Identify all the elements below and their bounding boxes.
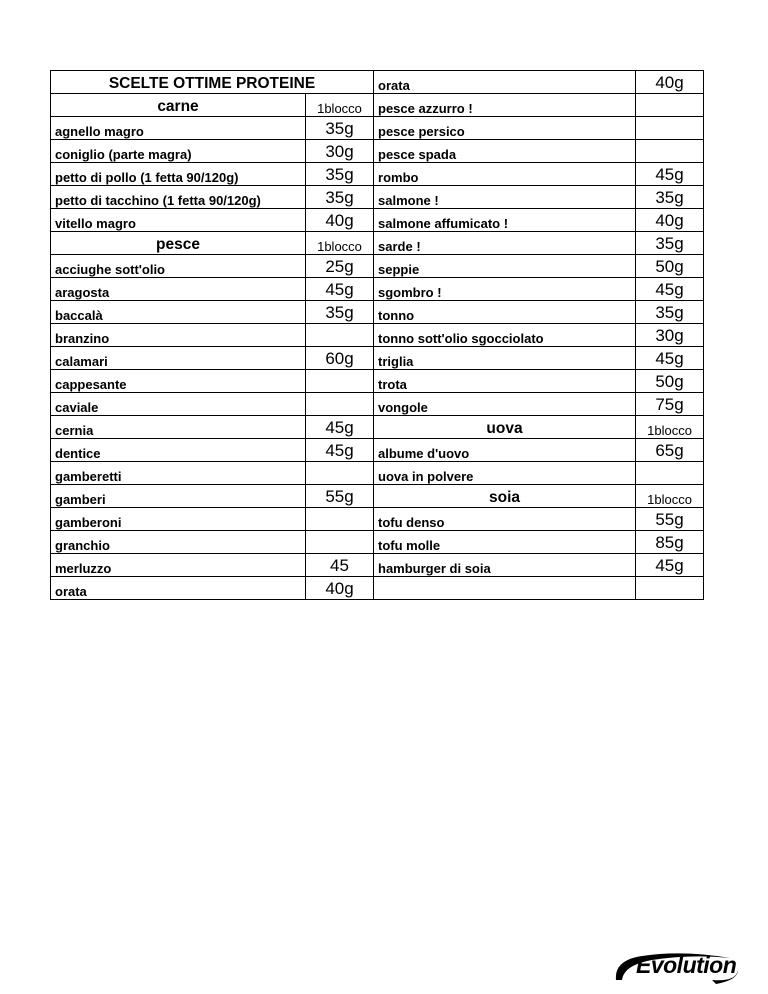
food-name: tonno <box>374 301 636 324</box>
table-title: SCELTE OTTIME PROTEINE <box>51 71 374 94</box>
food-name: acciughe sott'olio <box>51 255 306 278</box>
food-amount: 55g <box>636 508 704 531</box>
food-name: vitello magro <box>51 209 306 232</box>
food-name: trota <box>374 370 636 393</box>
food-amount <box>636 577 704 600</box>
section-unit: 1blocco <box>636 485 704 508</box>
food-name: gamberoni <box>51 508 306 531</box>
food-amount: 45g <box>636 347 704 370</box>
table-row <box>51 186 704 209</box>
section-unit: 1blocco <box>636 416 704 439</box>
food-name: triglia <box>374 347 636 370</box>
food-amount: 45g <box>636 163 704 186</box>
food-name: merluzzo <box>51 554 306 577</box>
table-row <box>51 140 704 163</box>
food-name: petto di tacchino (1 fetta 90/120g) <box>51 186 306 209</box>
food-amount: 35g <box>306 117 374 140</box>
food-name: coniglio (parte magra) <box>51 140 306 163</box>
table-row <box>51 255 704 278</box>
food-amount <box>636 94 704 117</box>
food-amount: 35g <box>306 163 374 186</box>
food-amount: 35g <box>636 232 704 255</box>
food-amount: 60g <box>306 347 374 370</box>
food-name: pesce persico <box>374 117 636 140</box>
food-name: pesce azzurro ! <box>374 94 636 117</box>
table-row <box>51 324 704 347</box>
food-amount: 45 <box>306 554 374 577</box>
food-amount <box>306 370 374 393</box>
table-row <box>51 393 704 416</box>
table-row <box>51 531 704 554</box>
food-name: granchio <box>51 531 306 554</box>
food-name: branzino <box>51 324 306 347</box>
food-amount: 45g <box>306 278 374 301</box>
food-amount: 50g <box>636 255 704 278</box>
food-name: caviale <box>51 393 306 416</box>
protein-table <box>50 70 704 600</box>
food-name: seppie <box>374 255 636 278</box>
food-amount: 45g <box>636 554 704 577</box>
food-amount: 45g <box>306 439 374 462</box>
table-row <box>51 232 704 255</box>
table-row <box>51 94 704 117</box>
food-name: orata <box>51 577 306 600</box>
food-name: tofu denso <box>374 508 636 531</box>
evolution-logo <box>612 950 742 986</box>
food-name: uova in polvere <box>374 462 636 485</box>
food-name: salmone affumicato ! <box>374 209 636 232</box>
logo-text: Evolution <box>636 952 737 978</box>
table-row <box>51 209 704 232</box>
food-amount: 30g <box>306 140 374 163</box>
section-header: soia <box>374 485 636 508</box>
food-amount: 85g <box>636 531 704 554</box>
food-name: salmone ! <box>374 186 636 209</box>
food-amount: 30g <box>636 324 704 347</box>
food-amount: 35g <box>306 301 374 324</box>
food-name: vongole <box>374 393 636 416</box>
food-amount: 55g <box>306 485 374 508</box>
food-amount: 75g <box>636 393 704 416</box>
food-name: pesce spada <box>374 140 636 163</box>
food-name: gamberi <box>51 485 306 508</box>
food-amount: 40g <box>306 577 374 600</box>
table-row <box>51 508 704 531</box>
table-row <box>51 554 704 577</box>
table-row <box>51 163 704 186</box>
table-row <box>51 347 704 370</box>
food-amount: 35g <box>636 186 704 209</box>
food-amount <box>306 508 374 531</box>
food-name: tonno sott'olio sgocciolato <box>374 324 636 347</box>
food-name: cappesante <box>51 370 306 393</box>
food-amount: 45g <box>306 416 374 439</box>
table-row <box>51 370 704 393</box>
table-row <box>51 462 704 485</box>
food-amount <box>306 393 374 416</box>
food-amount: 50g <box>636 370 704 393</box>
food-name <box>374 577 636 600</box>
food-amount <box>306 531 374 554</box>
food-name: agnello magro <box>51 117 306 140</box>
food-amount: 25g <box>306 255 374 278</box>
table-row <box>51 577 704 600</box>
table-row <box>51 278 704 301</box>
section-header: pesce <box>51 232 306 255</box>
food-amount <box>636 117 704 140</box>
section-unit: 1blocco <box>306 232 374 255</box>
table-row <box>51 117 704 140</box>
food-name: sgombro ! <box>374 278 636 301</box>
food-name: baccalà <box>51 301 306 324</box>
table-row <box>51 439 704 462</box>
food-name: hamburger di soia <box>374 554 636 577</box>
food-name: gamberetti <box>51 462 306 485</box>
food-name: tofu molle <box>374 531 636 554</box>
food-name: petto di pollo (1 fetta 90/120g) <box>51 163 306 186</box>
food-amount: 45g <box>636 278 704 301</box>
table-row <box>51 485 704 508</box>
food-amount <box>636 462 704 485</box>
food-name: aragosta <box>51 278 306 301</box>
food-amount: 40g <box>306 209 374 232</box>
food-amount <box>636 140 704 163</box>
food-name: orata <box>374 71 636 94</box>
table-row <box>51 71 704 94</box>
food-amount <box>306 324 374 347</box>
food-name: rombo <box>374 163 636 186</box>
table-row <box>51 416 704 439</box>
food-amount: 40g <box>636 71 704 94</box>
food-name: albume d'uovo <box>374 439 636 462</box>
food-amount: 65g <box>636 439 704 462</box>
section-header: uova <box>374 416 636 439</box>
food-amount: 35g <box>306 186 374 209</box>
food-name: dentice <box>51 439 306 462</box>
section-unit: 1blocco <box>306 94 374 117</box>
table-row <box>51 301 704 324</box>
food-amount <box>306 462 374 485</box>
food-name: calamari <box>51 347 306 370</box>
section-header: carne <box>51 94 306 117</box>
food-amount: 40g <box>636 209 704 232</box>
food-name: sarde ! <box>374 232 636 255</box>
food-name: cernia <box>51 416 306 439</box>
food-amount: 35g <box>636 301 704 324</box>
